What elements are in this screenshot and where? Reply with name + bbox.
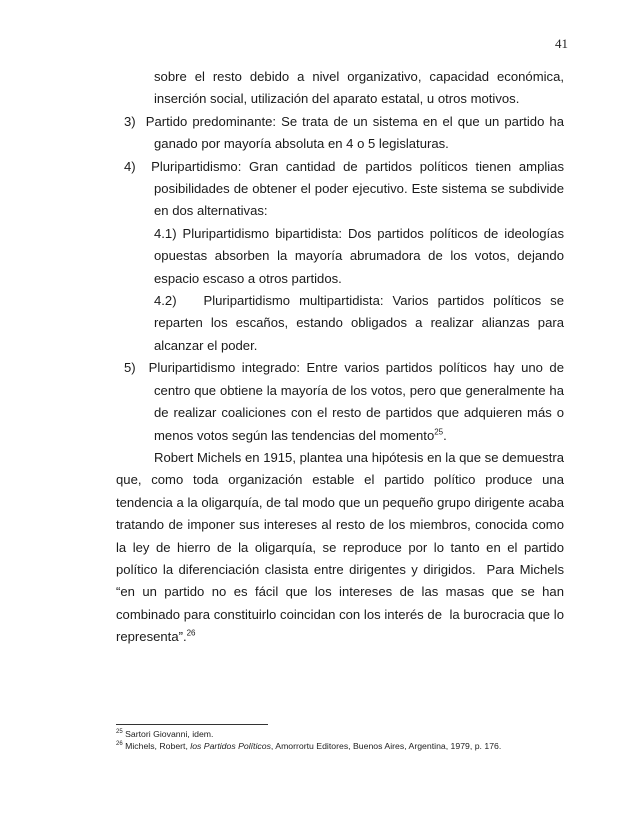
footnote-26-number: 26 (116, 740, 123, 747)
footnote-ref-26[interactable]: 26 (186, 628, 196, 638)
footnote-26 (116, 741, 576, 753)
footnote-26-author: Michels, Robert, (122, 740, 191, 751)
list-item-5 (116, 357, 564, 447)
list-item-5-period: . (443, 427, 447, 443)
list-item-4: 4) Pluripartidismo: Gran cantidad de partidos políticos tienen amplias posibilidades de obtener el poder ejecutivo. Este sistema se subdivide en dos alternativas: (124, 158, 564, 219)
footnote-26-title: los Partidos Políticos (190, 740, 271, 751)
paragraph-michels-text: Robert Michels en 1915, plantea una hipótesis en la que se demuestra que, como toda organización estable el partido político produce una tendencia a la oligarquía, de tal modo que un pequeño grupo dirigente acaba tratando de imponer sus intereses al resto de los miembros, conocida como la ley de hierro de la oligarquía, se reproduce por lo tanto en el partido político la diferenciación clasista entre dirigentes y dirigidos. Para Michels “en un partido no es fácil que los intereses de las masas que se han combinado para constituirlo coincidan con los interés de la burocracia que lo representa”. (116, 449, 564, 645)
sub-item-4-2: 4.2) Pluripartidismo multipartidista: Varios partidos políticos se reparten los escaños, estando obligados a realizar alianzas para alcanzar el poder. (154, 293, 564, 353)
list-item-3: 3) Partido predominante: Se trata de un sistema en el que un partido ha ganado por mayoría absoluta en 4 o 5 legislaturas. (124, 113, 564, 152)
footnote-25-text: Sartori Giovanni, idem. (122, 729, 214, 739)
footnote-ref-25[interactable]: 25 (434, 427, 444, 437)
footnote-25 (116, 729, 576, 741)
paragraph-michels (116, 447, 564, 649)
footnote-26-publisher: , Amorrortu Editores, Buenos Aires, Argentina, 1979, p. 176. (270, 740, 502, 751)
list-item-5-text: 5) Pluripartidismo integrado: Entre varios partidos políticos hay uno de centro que obtiene la mayoría de los votos, pero que generalmente ha de realizar coaliciones con el resto de partidos que adquieren más o menos votos según las tendencias del momento (124, 360, 564, 443)
footnote-separator (116, 724, 268, 725)
body-text (116, 66, 564, 649)
sub-item-4-1: 4.1) Pluripartidismo bipartidista: Dos partidos políticos de ideologías opuestas absorben la mayoría abrumadora de los votos, dejando espacio escaso a otros partidos. (154, 225, 564, 286)
footnote-25-number: 25 (116, 729, 123, 736)
page-number: 41 (555, 36, 568, 51)
paragraph-continuation: sobre el resto debido a nivel organizativo, capacidad económica, inserción social, utilización del aparato estatal, u otros motivos. (154, 69, 564, 107)
footnotes (116, 729, 576, 752)
